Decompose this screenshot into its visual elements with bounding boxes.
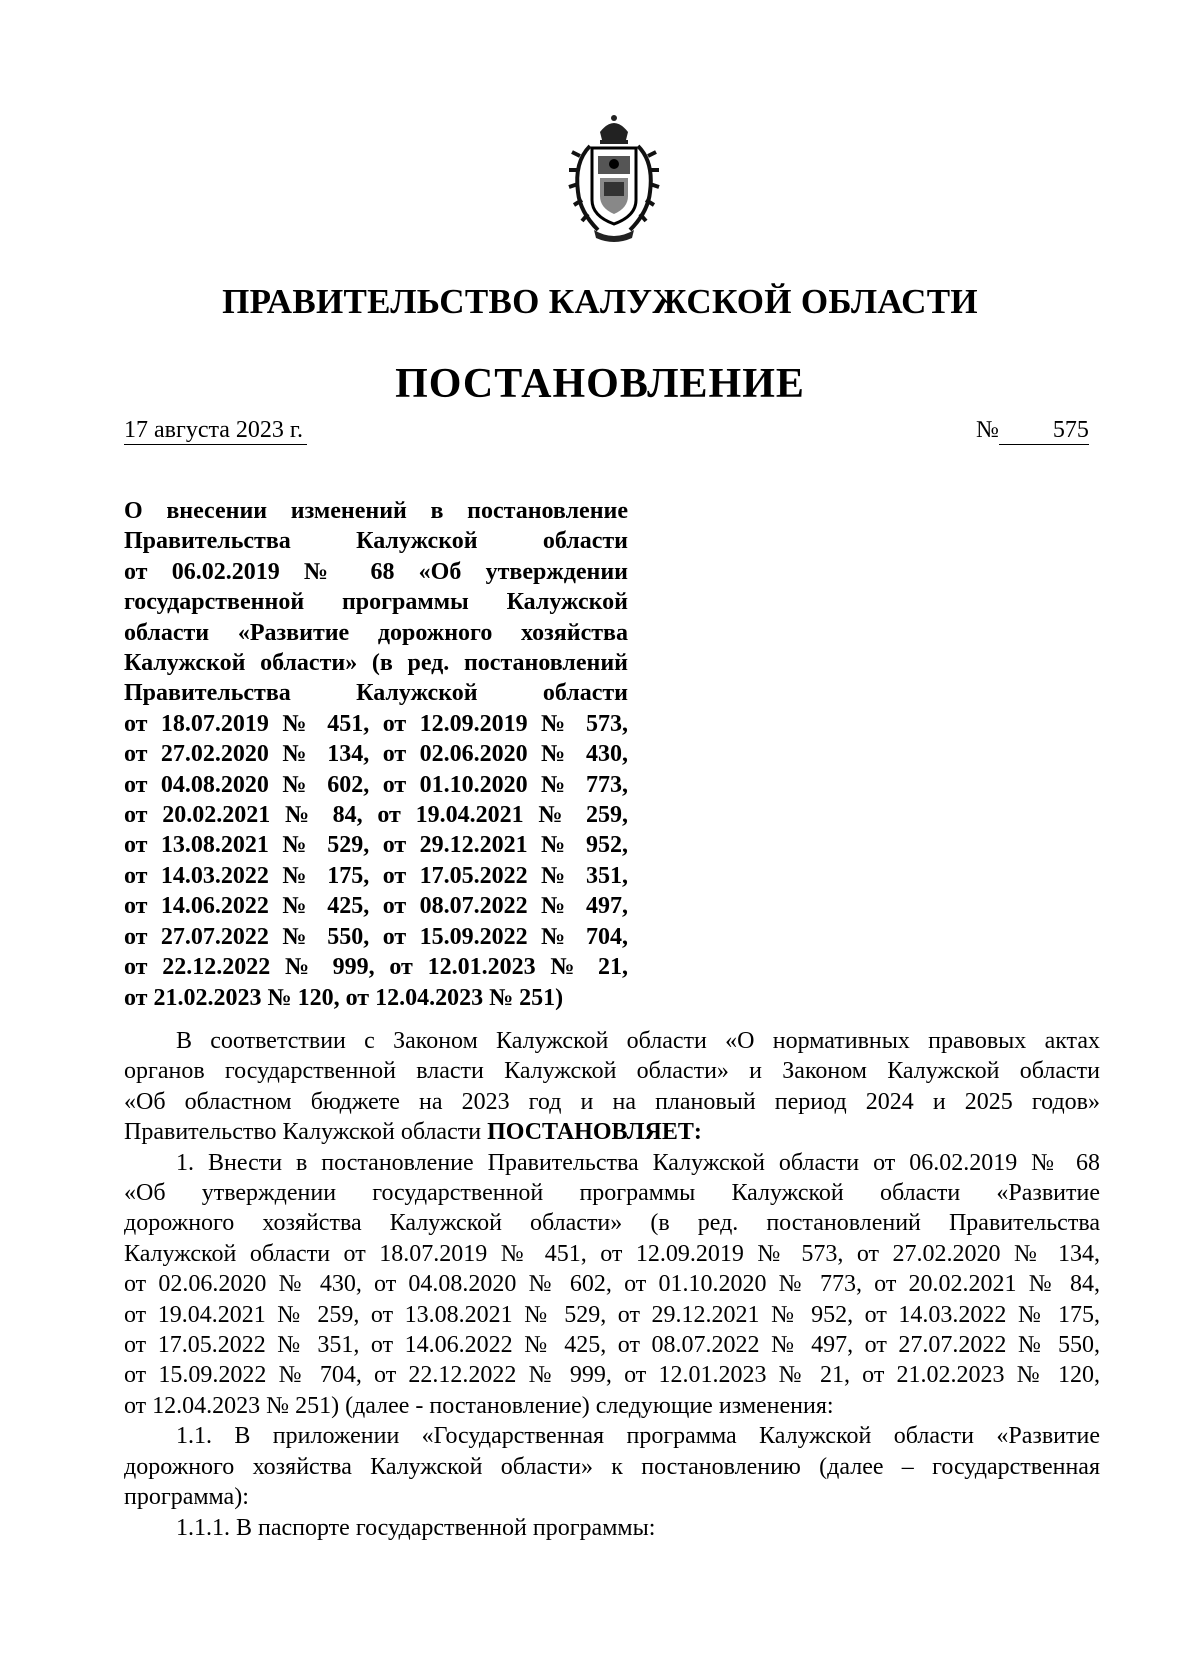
paragraph-line: от 12.04.2023 № 251) (далее - постановление) следующие изменения: bbox=[124, 1392, 834, 1419]
paragraph-line: от 19.04.2021 № 259, от 13.08.2021 № 529, от 29.12.2021 № 952, от 14.03.2022 № 175, bbox=[124, 1301, 1100, 1328]
government-title: ПРАВИТЕЛЬСТВО КАЛУЖСКОЙ ОБЛАСТИ bbox=[222, 282, 978, 321]
subject-line: от 13.08.2021 № 529, от 29.12.2021 № 952, bbox=[124, 832, 628, 859]
subject-line: области «Развитие дорожного хозяйства bbox=[124, 619, 628, 646]
paragraph-line: от 02.06.2020 № 430, от 04.08.2020 № 602, от 01.10.2020 № 773, от 20.02.2021 № 84, bbox=[124, 1271, 1100, 1298]
subject-line: от 14.03.2022 № 175, от 17.05.2022 № 351, bbox=[124, 862, 628, 889]
number-sign: № bbox=[976, 417, 999, 443]
paragraph-line: «Об утверждении государственной программы Калужской области «Развитие bbox=[124, 1180, 1100, 1207]
subject-line: Правительства Калужской области bbox=[124, 680, 628, 707]
paragraph-line: от 17.05.2022 № 351, от 14.06.2022 № 425, от 08.07.2022 № 497, от 27.07.2022 № 550, bbox=[124, 1332, 1100, 1359]
subject-line: от 04.08.2020 № 602, от 01.10.2020 № 773, bbox=[124, 771, 628, 798]
paragraph-line: 1.1.1. В паспорте государственной программы: bbox=[176, 1514, 656, 1541]
subject-line: от 27.02.2020 № 134, от 02.06.2020 № 430, bbox=[124, 741, 628, 768]
subject-line: от 27.07.2022 № 550, от 15.09.2022 № 704, bbox=[124, 923, 628, 950]
document-number bbox=[976, 416, 1089, 445]
number-value: 575 bbox=[999, 416, 1089, 445]
item-1-paragraph bbox=[124, 1148, 1100, 1422]
document-body bbox=[124, 1026, 1100, 1543]
subject-line: Калужской области» (в ред. постановлений bbox=[124, 650, 628, 677]
paragraph-line bbox=[124, 1117, 1100, 1147]
item-1-1-1-paragraph bbox=[124, 1513, 1100, 1543]
coat-of-arms-icon bbox=[564, 112, 664, 247]
paragraph-line: органов государственной власти Калужской области» и Законом Калужской области bbox=[124, 1058, 1100, 1085]
item-1-1-paragraph bbox=[124, 1421, 1100, 1512]
subject-line: от 20.02.2021 № 84, от 19.04.2021 № 259, bbox=[124, 802, 628, 829]
document-date: 17 августа 2023 г. bbox=[124, 416, 307, 445]
paragraph-line: 1.1. В приложении «Государственная программа Калужской области «Развитие bbox=[176, 1423, 1100, 1450]
subject-line: Правительства Калужской области bbox=[124, 528, 628, 555]
document-type-title: ПОСТАНОВЛЕНИЕ bbox=[395, 361, 805, 407]
paragraph-line: 1. Внести в постановление Правительства Калужской области от 06.02.2019 № 68 bbox=[176, 1149, 1100, 1176]
document-subject bbox=[124, 496, 628, 1013]
subject-line: от 18.07.2019 № 451, от 12.09.2019 № 573, bbox=[124, 710, 628, 737]
paragraph-line: дорожного хозяйства Калужской области» (в ред. постановлений Правительства bbox=[124, 1210, 1100, 1237]
subject-line: от 21.02.2023 № 120, от 12.04.2023 № 251) bbox=[124, 984, 564, 1011]
paragraph-line: Калужской области от 18.07.2019 № 451, от 12.09.2019 № 573, от 27.02.2020 № 134, bbox=[124, 1240, 1100, 1267]
paragraph-line: программа): bbox=[124, 1484, 249, 1511]
paragraph-line: В соответствии с Законом Калужской области «О нормативных правовых актах bbox=[176, 1028, 1100, 1054]
subject-line: от 06.02.2019 № 68 «Об утверждении bbox=[124, 558, 628, 585]
preamble-text: Правительство Калужской области bbox=[124, 1119, 488, 1146]
resolves-keyword: ПОСТАНОВЛЯЕТ: bbox=[487, 1119, 702, 1146]
preamble-paragraph bbox=[124, 1026, 1100, 1148]
subject-line: О внесении изменений в постановление bbox=[124, 498, 628, 524]
subject-line: от 22.12.2022 № 999, от 12.01.2023 № 21, bbox=[124, 954, 628, 981]
paragraph-line: от 15.09.2022 № 704, от 22.12.2022 № 999, от 12.01.2023 № 21, от 21.02.2023 № 120, bbox=[124, 1362, 1100, 1389]
paragraph-line: дорожного хозяйства Калужской области» к постановлению (далее – государственная bbox=[124, 1453, 1100, 1480]
subject-line: государственной программы Калужской bbox=[124, 589, 628, 616]
subject-line: от 14.06.2022 № 425, от 08.07.2022 № 497, bbox=[124, 893, 628, 920]
paragraph-line: «Об областном бюджете на 2023 год и на плановый период 2024 и 2025 годов» bbox=[124, 1088, 1100, 1115]
